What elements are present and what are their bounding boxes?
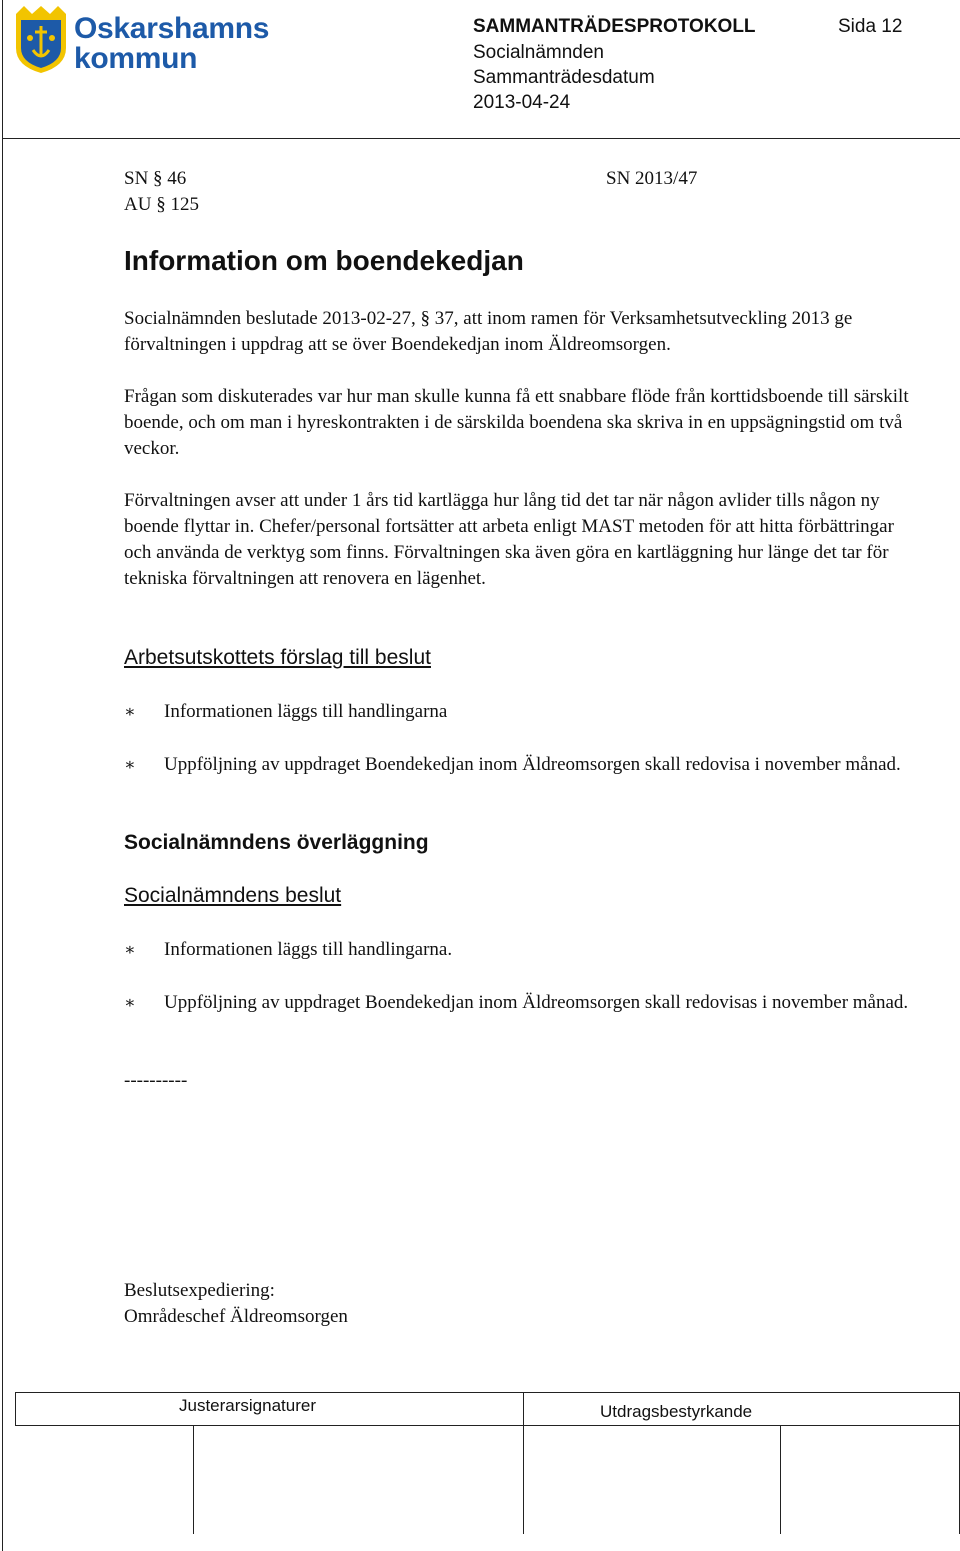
- municipality-logo: [14, 4, 274, 76]
- proposal-item: [124, 699, 914, 727]
- meeting-date-label: Sammanträdesdatum: [473, 67, 655, 88]
- page-number: Sida 12: [838, 16, 903, 37]
- page-left-border: [2, 0, 3, 1551]
- distribution-label: Beslutsexpediering:: [124, 1280, 275, 1301]
- proposal-item: [124, 752, 914, 806]
- table-border: [15, 1425, 960, 1426]
- decision-item-text: Informationen läggs till handlingarna.: [164, 939, 453, 960]
- body-paragraph-2: Frågan som diskuterades var hur man skulle kunna få ett snabbare flöde från korttidsboende till särskilt boende, och om man i hyreskontrakten i de särskilda boendena ska skriva in en uppsägningstid om två veckor.: [124, 386, 909, 459]
- table-border: [193, 1425, 194, 1534]
- case-reference: SN 2013/47: [606, 168, 698, 189]
- header-rule: [2, 138, 960, 139]
- logo-name-line1: Oskarshamns: [74, 12, 270, 45]
- asterisk-bullet-icon: ∗: [124, 755, 136, 774]
- body-paragraph-1: Socialnämnden beslutade 2013-02-27, § 37, att inom ramen för Verksamhetsutveckling 2013 ge förvaltningen i uppdrag att se över Boendekedjan inom Äldreomsorgen.: [124, 308, 853, 355]
- coat-of-arms-icon: [14, 4, 68, 74]
- table-border: [15, 1392, 16, 1425]
- meeting-date: 2013-04-24: [473, 92, 571, 113]
- decision-item: [124, 990, 914, 1044]
- table-border: [780, 1425, 781, 1534]
- decision-heading: Socialnämndens beslut: [124, 884, 342, 907]
- proposal-heading: Arbetsutskottets förslag till beslut: [124, 646, 431, 669]
- organ-name: Socialnämnden: [473, 42, 604, 63]
- asterisk-bullet-icon: ∗: [124, 940, 136, 959]
- proposal-item-text: Informationen läggs till handlingarna: [164, 701, 448, 722]
- signatures-label: Justerarsignaturer: [179, 1396, 317, 1415]
- protocol-title: SAMMANTRÄDESPROTOKOLL: [473, 16, 756, 37]
- section-separator: ----------: [124, 1070, 188, 1091]
- body-paragraph-3: Förvaltningen avser att under 1 års tid kartlägga hur lång tid det tar när någon avlider tills någon ny boende flyttar in. Chefer/personal fortsätter att arbeta enligt MAST metoden för att hitta förbättringar och använda de verktyg som finns. Förvaltningen ska även göra en kartläggning hur länge det tar för tekniska förvaltningen att renovera en lägenhet.: [124, 490, 894, 589]
- item-title: Information om boendekedjan: [124, 245, 524, 276]
- signature-table: [15, 1392, 960, 1534]
- au-paragraph-number: AU § 125: [124, 194, 199, 215]
- distribution-recipient: Områdeschef Äldreomsorgen: [124, 1306, 348, 1327]
- decision-item: [124, 937, 914, 965]
- asterisk-bullet-icon: ∗: [124, 702, 136, 721]
- decision-item-text: Uppföljning av uppdraget Boendekedjan inom Äldreomsorgen skall redovisas i november månad.: [164, 992, 909, 1013]
- logo-name-line2: kommun: [74, 42, 198, 75]
- deliberation-heading: Socialnämndens överläggning: [124, 831, 429, 854]
- asterisk-bullet-icon: ∗: [124, 993, 136, 1012]
- extract-certification-label: Utdragsbestyrkande: [600, 1402, 753, 1421]
- sn-paragraph-number: SN § 46: [124, 168, 187, 189]
- table-border: [523, 1392, 524, 1534]
- table-border: [15, 1392, 960, 1393]
- proposal-item-text: Uppföljning av uppdraget Boendekedjan inom Äldreomsorgen skall redovisa i november månad.: [164, 754, 901, 775]
